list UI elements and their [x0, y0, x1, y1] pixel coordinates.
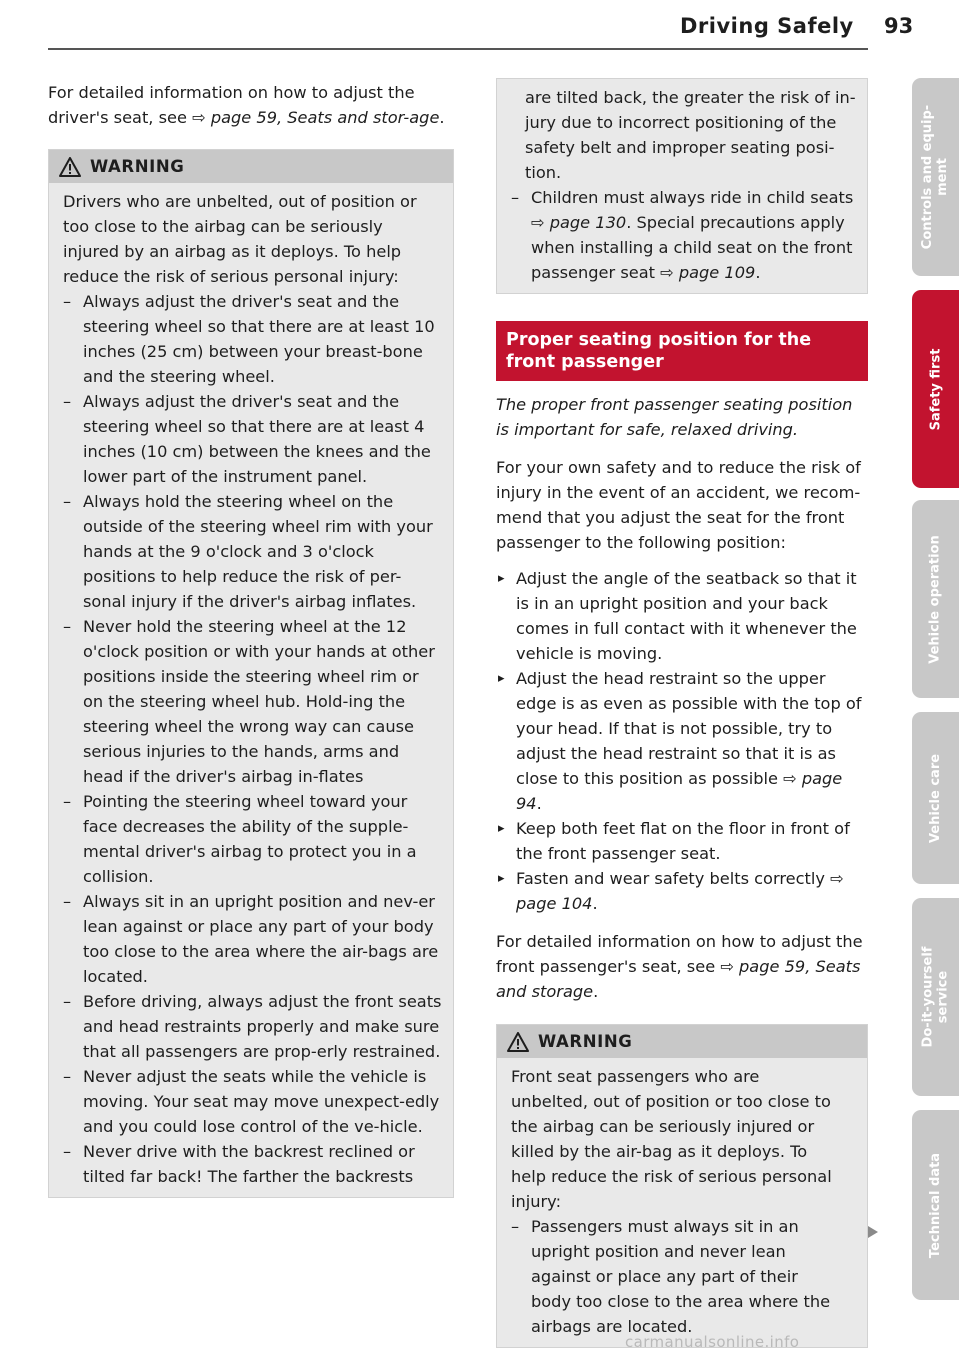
warning-triangle-icon	[59, 157, 81, 177]
side-tab-controls[interactable]: Controls and equip- ment	[912, 78, 959, 276]
page-reference-link[interactable]: ⇨ page 109	[660, 263, 756, 282]
running-header-title: Driving Safely	[680, 14, 854, 38]
page-reference-link[interactable]: ⇨ page 130	[531, 213, 627, 232]
section-heading: Proper seating position for the front passenger	[496, 321, 868, 381]
warning-intro: Drivers who are unbelted, out of position or too close to the airbag can be seriously injured by an airbag as it deploys. To help reduce the risk of serious personal injury:	[63, 192, 417, 286]
outro-paragraph: For detailed information on how to adjust the front passenger's seat, see ⇨ page 59, Seats and storage.	[496, 932, 863, 1001]
warning-continued-text: are tilted back, the greater the risk of in-jury due to incorrect positioning of the safety belt and improper seating posi-tion.	[525, 88, 856, 182]
header-rule	[48, 48, 868, 50]
warning-item: – Pointing the steering wheel toward your face decreases the ability of the supple-mental driver's airbag to protect you in a collision.	[63, 789, 443, 889]
warning-item: – Passengers must always sit in an upright position and never lean against or place any part of their body too close to the area where the airbags are located.	[511, 1214, 837, 1339]
page-reference-link[interactable]: ⇨ page 104	[516, 869, 844, 913]
warning-body	[49, 183, 453, 1197]
right-column	[496, 80, 868, 1348]
step-item: ▸ Keep both feet flat on the floor in front of the front passenger seat.	[496, 816, 868, 866]
warning-title: WARNING	[538, 1032, 633, 1051]
side-tab-technical-data[interactable]: Technical data	[912, 1110, 959, 1300]
side-tab-vehicle-operation[interactable]: Vehicle operation	[912, 500, 959, 698]
page-number: 93	[884, 14, 914, 38]
side-tab-vehicle-care[interactable]: Vehicle care	[912, 712, 959, 884]
warning-item: – Never drive with the backrest reclined or tilted far back! The farther the backrests	[63, 1139, 443, 1189]
warning-item: – Never adjust the seats while the vehicle is moving. Your seat may move unexpect-edly and you could lose control of the ve-hicle.	[63, 1064, 443, 1139]
warning-intro: Front seat passengers who are unbelted, out of position or too close to the airbag can be seriously injured or killed by the air-bag as it deploys. To help reduce the risk of serious personal injury:	[511, 1067, 832, 1211]
step-item: ▸ Adjust the angle of the seatback so that it is in an upright position and your back comes in full contact with it whenever the vehicle is moving.	[496, 566, 868, 666]
watermark: carmanualsonline.info	[625, 1333, 800, 1351]
continued-arrow-icon	[866, 1225, 880, 1239]
warning-body	[497, 1058, 867, 1347]
warning-item: – Always sit in an upright position and nev-er lean against or place any part of your body too close to the area where the air-bags are located.	[63, 889, 443, 989]
warning-item: – Always adjust the driver's seat and the steering wheel so that there are at least 4 inches (10 cm) between the knees and the lower part of the instrument panel.	[63, 389, 443, 489]
warning-header	[49, 150, 453, 183]
warning-item: – Always adjust the driver's seat and the steering wheel so that there are at least 10 inches (25 cm) between your breast-bone and the steering wheel.	[63, 289, 443, 389]
step-list	[496, 566, 868, 916]
section-lead: The proper front passenger seating position is important for safe, relaxed driving.	[496, 395, 853, 439]
warning-item-children: – Children must always ride in child seats ⇨ page 130. Special precautions apply when installing a child seat on the front passenger seat ⇨ page 109.	[511, 185, 857, 285]
warning-item: – Always hold the steering wheel on the outside of the steering wheel rim with your hands at the 9 o'clock and 3 o'clock positions to help reduce the risk of per-sonal injury if the driver's airbag inflates.	[63, 489, 443, 614]
page-reference-link[interactable]: ⇨ page 59, Seats and stor-age	[192, 108, 440, 127]
left-column	[48, 80, 454, 1198]
section-body: For your own safety and to reduce the risk of injury in the event of an accident, we recom-mend that you adjust the seat for the front passenger to the following position:	[496, 458, 861, 552]
warning-box-passenger	[496, 1024, 868, 1348]
step-item: ▸ Fasten and wear safety belts correctly ⇨ page 104.	[496, 866, 868, 916]
warning-header	[497, 1025, 867, 1058]
side-tab-do-it-yourself[interactable]: Do-it-yourself service	[912, 898, 959, 1096]
warning-triangle-icon	[507, 1032, 529, 1052]
warning-box-driver	[48, 149, 454, 1198]
warning-item: – Before driving, always adjust the front seats and head restraints properly and make sure that all passengers are prop-erly restrained.	[63, 989, 443, 1064]
page-reference-link[interactable]: ⇨ page 94	[516, 769, 843, 813]
warning-title: WARNING	[90, 157, 185, 176]
warning-item: – Never hold the steering wheel at the 12 o'clock position or with your hands at other positions inside the steering wheel rim or on the steering wheel hub. Hold-ing the steering wheel the wrong way can cause serious injuries to the hands, arms and head if the driver's airbag in-flates	[63, 614, 443, 789]
side-tab-safety-first[interactable]: Safety first	[912, 290, 959, 488]
intro-paragraph: For detailed information on how to adjust the driver's seat, see ⇨ page 59, Seats and stor-age.	[48, 83, 445, 127]
warning-box-continued	[496, 78, 868, 294]
step-item: ▸ Adjust the head restraint so the upper edge is as even as possible with the top of your head. If that is not possible, try to adjust the head restraint so that it is as close to this position as possible ⇨ page 94.	[496, 666, 868, 816]
page-reference-link[interactable]: ⇨ page 59, Seats and storage	[496, 957, 861, 1001]
